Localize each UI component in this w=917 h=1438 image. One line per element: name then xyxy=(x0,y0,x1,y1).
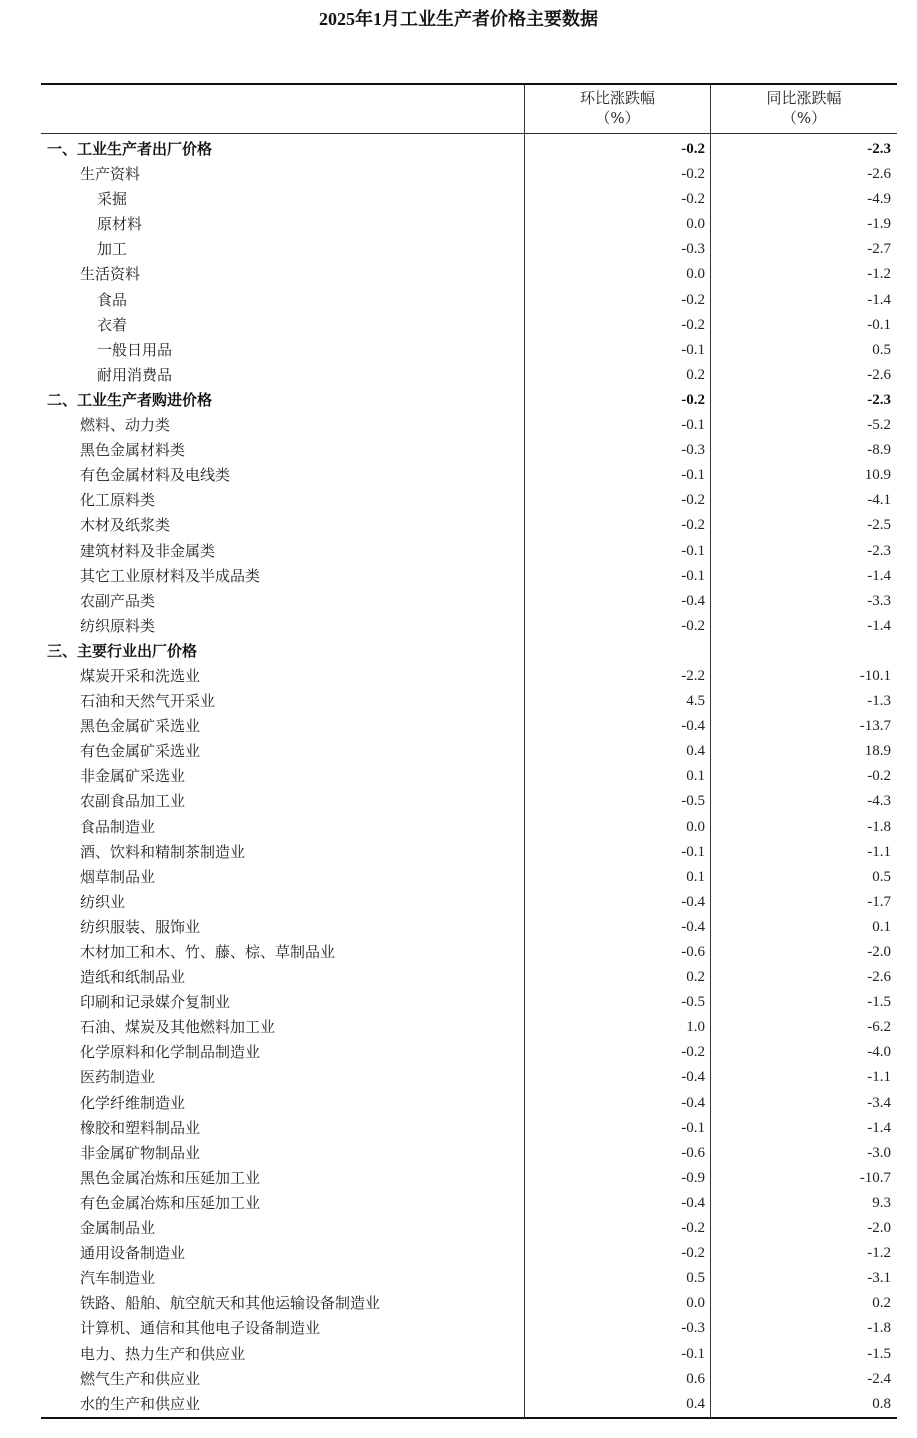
yoy-value: -3.1 xyxy=(867,1270,891,1287)
yoy-value: -4.3 xyxy=(867,793,891,810)
row-label: 非金属矿采选业 xyxy=(80,767,186,786)
yoy-value: -0.2 xyxy=(867,768,891,785)
mom-value: -0.3 xyxy=(681,241,705,258)
row-label: 通用设备制造业 xyxy=(80,1244,186,1263)
yoy-value: -5.2 xyxy=(867,417,891,434)
row-label: 耐用消费品 xyxy=(97,365,173,384)
mom-value: 0.4 xyxy=(686,1395,705,1412)
table-row xyxy=(41,1166,897,1191)
yoy-value: -13.7 xyxy=(859,718,891,735)
mom-value: -0.2 xyxy=(681,517,705,534)
row-label: 加工 xyxy=(97,240,128,259)
table-row xyxy=(41,940,897,965)
yoy-value: -1.8 xyxy=(867,818,891,835)
row-label: 食品 xyxy=(97,290,128,309)
row-label: 水的生产和供应业 xyxy=(80,1394,201,1413)
yoy-value: -2.3 xyxy=(867,542,891,559)
yoy-value: 18.9 xyxy=(864,743,891,760)
header-yoy xyxy=(711,88,897,128)
table-row xyxy=(41,840,897,865)
table-row xyxy=(41,890,897,915)
mom-value: -0.1 xyxy=(681,1345,705,1362)
row-label: 二、工业生产者购进价格 xyxy=(47,390,213,409)
row-label: 建筑材料及非金属类 xyxy=(80,541,216,560)
row-label: 酒、饮料和精制茶制造业 xyxy=(80,842,246,861)
mom-value: -0.4 xyxy=(681,893,705,910)
yoy-value: -10.7 xyxy=(859,1169,891,1186)
yoy-value: -1.5 xyxy=(867,994,891,1011)
yoy-value: -2.6 xyxy=(867,366,891,383)
header-mom-label: 环比涨跌幅 xyxy=(579,89,655,107)
yoy-value: 0.8 xyxy=(872,1395,891,1412)
row-label: 橡胶和塑料制品业 xyxy=(80,1118,201,1137)
mom-value: -0.2 xyxy=(681,617,705,634)
mom-value: -0.4 xyxy=(681,592,705,609)
table-row xyxy=(41,413,897,438)
table-row xyxy=(41,564,897,589)
table-row xyxy=(41,187,897,212)
table-row xyxy=(41,614,897,639)
row-label: 黑色金属材料类 xyxy=(80,441,186,460)
yoy-value: -3.0 xyxy=(867,1144,891,1161)
row-label: 非金属矿物制品业 xyxy=(80,1143,201,1162)
row-label: 纺织业 xyxy=(80,892,126,911)
mom-value: 0.1 xyxy=(686,868,705,885)
table-row xyxy=(41,1316,897,1341)
table-row xyxy=(41,639,897,664)
table-row xyxy=(41,764,897,789)
yoy-value: -1.2 xyxy=(867,266,891,283)
row-label: 医药制造业 xyxy=(80,1068,156,1087)
table-row xyxy=(41,1065,897,1090)
row-label: 有色金属材料及电线类 xyxy=(80,466,231,485)
price-data-table xyxy=(41,83,897,1419)
yoy-value: -1.2 xyxy=(867,1245,891,1262)
table-row xyxy=(41,815,897,840)
yoy-value: -2.4 xyxy=(867,1370,891,1387)
mom-value: 0.1 xyxy=(686,768,705,785)
row-label: 计算机、通信和其他电子设备制造业 xyxy=(80,1319,321,1338)
mom-value: 0.0 xyxy=(686,1295,705,1312)
header-yoy-unit: （%） xyxy=(781,109,827,127)
yoy-value: -4.0 xyxy=(867,1044,891,1061)
table-body xyxy=(41,134,897,1417)
row-label: 燃气生产和供应业 xyxy=(80,1369,201,1388)
table-row xyxy=(41,137,897,162)
row-label: 煤炭开采和洗选业 xyxy=(80,666,201,685)
row-label: 一、工业生产者出厂价格 xyxy=(47,140,213,158)
table-row xyxy=(41,1392,897,1417)
mom-value: -0.3 xyxy=(681,1320,705,1337)
table-row xyxy=(41,664,897,689)
mom-value: 1.0 xyxy=(686,1019,705,1036)
table-row xyxy=(41,965,897,990)
table-row xyxy=(41,1367,897,1392)
row-label: 原材料 xyxy=(97,215,143,234)
yoy-value: -10.1 xyxy=(859,667,891,684)
table-row xyxy=(41,262,897,287)
header-yoy-label: 同比涨跌幅 xyxy=(766,89,842,107)
mom-value: -0.4 xyxy=(681,718,705,735)
row-label: 有色金属冶炼和压延加工业 xyxy=(80,1193,261,1212)
table-row xyxy=(41,438,897,463)
mom-value: -0.2 xyxy=(681,166,705,183)
table-row xyxy=(41,1342,897,1367)
yoy-value: 0.5 xyxy=(872,868,891,885)
row-label: 一般日用品 xyxy=(97,340,173,359)
row-label: 其它工业原材料及半成品类 xyxy=(80,566,261,585)
mom-value: -0.5 xyxy=(681,994,705,1011)
yoy-value: -0.1 xyxy=(867,316,891,333)
yoy-value: 0.2 xyxy=(872,1295,891,1312)
yoy-value: 9.3 xyxy=(872,1194,891,1211)
table-row xyxy=(41,363,897,388)
mom-value: -0.4 xyxy=(681,1194,705,1211)
row-label: 农副食品加工业 xyxy=(80,792,186,811)
table-row xyxy=(41,1015,897,1040)
row-label: 金属制品业 xyxy=(80,1219,156,1238)
row-label: 纺织服装、服饰业 xyxy=(80,917,201,936)
mom-value: -0.2 xyxy=(681,191,705,208)
row-label: 燃料、动力类 xyxy=(80,416,171,435)
row-label: 三、主要行业出厂价格 xyxy=(47,641,198,660)
yoy-value: -1.9 xyxy=(867,216,891,233)
yoy-value: -2.7 xyxy=(867,241,891,258)
yoy-value: -1.4 xyxy=(867,567,891,584)
yoy-value: -2.3 xyxy=(867,141,891,157)
table-row xyxy=(41,589,897,614)
yoy-value: -4.1 xyxy=(867,492,891,509)
table-row xyxy=(41,463,897,488)
row-label: 有色金属矿采选业 xyxy=(80,742,201,761)
table-row xyxy=(41,1266,897,1291)
table-row xyxy=(41,789,897,814)
mom-value: -0.2 xyxy=(681,141,705,157)
yoy-value: -3.4 xyxy=(867,1094,891,1111)
yoy-value: -1.3 xyxy=(867,693,891,710)
row-label: 化学原料和化学制品制造业 xyxy=(80,1043,261,1062)
table-row xyxy=(41,162,897,187)
yoy-value: -1.4 xyxy=(867,617,891,634)
table-row xyxy=(41,513,897,538)
yoy-value: -1.1 xyxy=(867,843,891,860)
yoy-value: -1.8 xyxy=(867,1320,891,1337)
row-label: 石油和天然气开采业 xyxy=(80,692,216,711)
row-label: 生活资料 xyxy=(80,265,141,284)
mom-value: -0.9 xyxy=(681,1169,705,1186)
header-mom xyxy=(525,88,710,128)
yoy-value: -3.3 xyxy=(867,592,891,609)
mom-value: -0.1 xyxy=(681,1119,705,1136)
mom-value: -0.1 xyxy=(681,417,705,434)
row-label: 石油、煤炭及其他燃料加工业 xyxy=(80,1018,276,1037)
mom-value: 0.4 xyxy=(686,743,705,760)
mom-value: -0.2 xyxy=(681,1245,705,1262)
mom-value: 0.2 xyxy=(686,969,705,986)
yoy-value: -1.7 xyxy=(867,893,891,910)
yoy-value: -2.6 xyxy=(867,166,891,183)
row-label: 黑色金属冶炼和压延加工业 xyxy=(80,1168,261,1187)
row-label: 铁路、船舶、航空航天和其他运输设备制造业 xyxy=(80,1294,381,1313)
row-label: 汽车制造业 xyxy=(80,1269,156,1288)
row-label: 采掘 xyxy=(97,190,128,209)
table-row xyxy=(41,388,897,413)
row-label: 纺织原料类 xyxy=(80,616,156,635)
table-row xyxy=(41,1191,897,1216)
table-row xyxy=(41,1040,897,1065)
mom-value: 4.5 xyxy=(686,693,705,710)
mom-value: -2.2 xyxy=(681,667,705,684)
row-label: 衣着 xyxy=(97,315,128,334)
yoy-value: -1.5 xyxy=(867,1345,891,1362)
yoy-value: -4.9 xyxy=(867,191,891,208)
yoy-value: -2.0 xyxy=(867,1220,891,1237)
yoy-value: 0.1 xyxy=(872,918,891,935)
row-label: 化学纤维制造业 xyxy=(80,1093,186,1112)
table-row xyxy=(41,338,897,363)
yoy-value: 0.5 xyxy=(872,341,891,358)
table-row xyxy=(41,689,897,714)
mom-value: -0.1 xyxy=(681,843,705,860)
yoy-value: -1.4 xyxy=(867,291,891,308)
mom-value: -0.1 xyxy=(681,567,705,584)
yoy-value: -2.6 xyxy=(867,969,891,986)
row-label: 生产资料 xyxy=(80,165,141,184)
mom-value: -0.4 xyxy=(681,1094,705,1111)
table-row xyxy=(41,1091,897,1116)
yoy-value: -1.1 xyxy=(867,1069,891,1086)
table-row xyxy=(41,539,897,564)
row-label: 农副产品类 xyxy=(80,591,156,610)
table-row xyxy=(41,1141,897,1166)
table-row xyxy=(41,1116,897,1141)
mom-value: -0.4 xyxy=(681,1069,705,1086)
mom-value: -0.3 xyxy=(681,442,705,459)
yoy-value: -2.0 xyxy=(867,944,891,960)
table-row xyxy=(41,212,897,237)
yoy-value: -2.3 xyxy=(867,391,891,408)
mom-value: -0.2 xyxy=(681,391,705,408)
row-label: 化工原料类 xyxy=(80,491,156,510)
row-label: 黑色金属矿采选业 xyxy=(80,717,201,736)
yoy-value: -2.5 xyxy=(867,517,891,534)
table-row xyxy=(41,915,897,940)
row-label: 食品制造业 xyxy=(80,817,156,836)
mom-value: 0.0 xyxy=(686,818,705,835)
table-row xyxy=(41,1291,897,1316)
table-row xyxy=(41,288,897,313)
mom-value: 0.6 xyxy=(686,1370,705,1387)
mom-value: -0.4 xyxy=(681,918,705,935)
yoy-value: -1.4 xyxy=(867,1119,891,1136)
mom-value: -0.1 xyxy=(681,341,705,358)
mom-value: 0.5 xyxy=(686,1270,705,1287)
table-row xyxy=(41,739,897,764)
table-row xyxy=(41,990,897,1015)
mom-value: -0.6 xyxy=(681,1144,705,1161)
mom-value: -0.2 xyxy=(681,316,705,333)
mom-value: 0.2 xyxy=(686,366,705,383)
page-title: 2025年1月工业生产者价格主要数据 xyxy=(319,9,598,29)
mom-value: 0.0 xyxy=(686,216,705,233)
mom-value: 0.0 xyxy=(686,266,705,283)
row-label: 木材及纸浆类 xyxy=(80,516,171,535)
row-label: 烟草制品业 xyxy=(80,867,156,886)
row-label: 木材加工和木、竹、藤、棕、草制品业 xyxy=(80,943,336,961)
mom-value: -0.2 xyxy=(681,1220,705,1237)
table-row xyxy=(41,714,897,739)
mom-value: -0.2 xyxy=(681,492,705,509)
table-row xyxy=(41,313,897,338)
table-header xyxy=(41,85,897,134)
table-row xyxy=(41,1241,897,1266)
table-row xyxy=(41,488,897,513)
row-label: 造纸和纸制品业 xyxy=(80,968,186,987)
mom-value: -0.5 xyxy=(681,793,705,810)
mom-value: -0.2 xyxy=(681,1044,705,1061)
mom-value: -0.6 xyxy=(681,944,705,960)
table-row xyxy=(41,865,897,890)
table-row xyxy=(41,1216,897,1241)
yoy-value: 10.9 xyxy=(864,467,891,484)
yoy-value: -8.9 xyxy=(867,442,891,459)
mom-value: -0.1 xyxy=(681,467,705,484)
mom-value: -0.1 xyxy=(681,542,705,559)
row-label: 电力、热力生产和供应业 xyxy=(80,1344,246,1363)
header-mom-unit: （%） xyxy=(595,109,640,127)
row-label: 印刷和记录媒介复制业 xyxy=(80,993,231,1012)
yoy-value: -6.2 xyxy=(867,1019,891,1036)
table-row xyxy=(41,237,897,262)
mom-value: -0.2 xyxy=(681,291,705,308)
